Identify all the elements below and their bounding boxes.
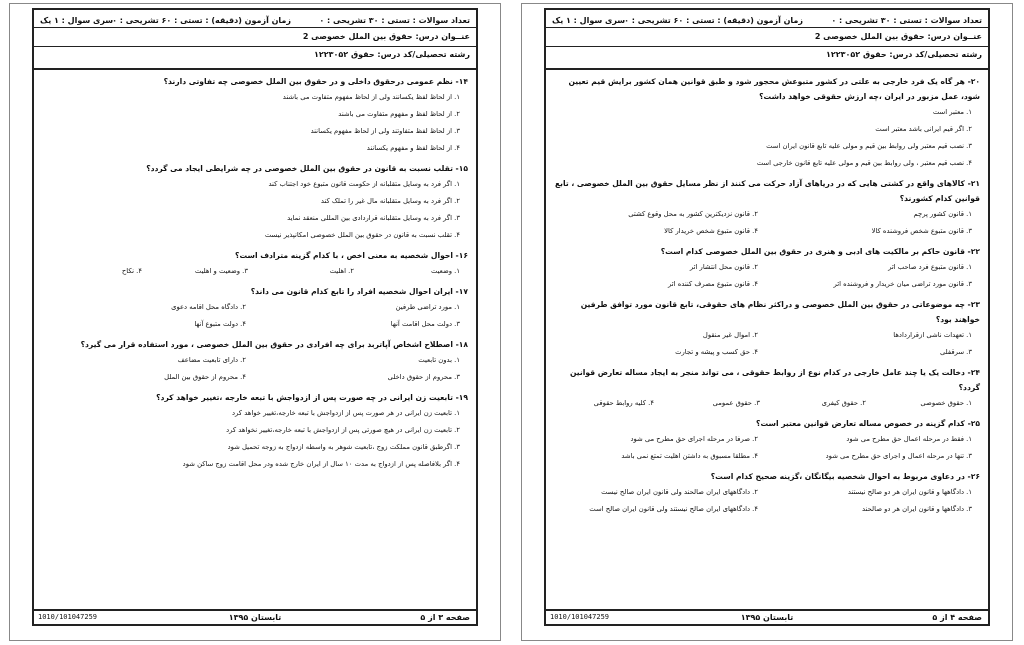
question-text: ۱۴- نظم عمومی درحقوق داخلی و در حقوق بین الملل خصوصی چه تفاوتی دارند؟ <box>163 77 468 86</box>
question-text: ۱۹- تابعیت زن ایرانی در چه صورت پس از ازدواجش با تبعه خارجه ،تغییر خواهد کرد؟ <box>156 393 468 402</box>
page-footer <box>34 609 476 625</box>
question-block <box>554 469 980 518</box>
answer-options <box>554 259 980 293</box>
question-text: ۲۴- دخالت یک یا چند عامل خارجی در کدام نوع از روابط حقوقی ، می تواند منجر به ایجاد مساله تعارض قوانین گردد؟ <box>569 368 980 392</box>
course-title: عنــوان درس: حقوق بین الملل خصوصی 2 <box>814 32 982 41</box>
answer-option: ۳. وضعیت و اهلیت <box>194 267 248 275</box>
answer-option: ۳. از لحاظ لفظ متفاوتند ولی از لحاظ مفهوم یکسانند <box>310 127 460 135</box>
exam-time: زمان آزمون (دقیقه) : تستی : ۶۰ تشریحی : ۰ <box>112 16 291 25</box>
exam-term: تابستان ۱۳۹۵ <box>228 613 282 622</box>
answer-option: ۲. دادگاههای ایران صالحند ولی قانون ایران صالح نیست <box>601 488 758 496</box>
barcode-number: 1010/101047259 <box>550 613 610 621</box>
question-block <box>554 244 980 293</box>
answer-option: ۴. دادگاههای ایران صالح نیستند ولی قانون ایران صالح است <box>589 505 758 513</box>
exam-page-3 <box>9 3 501 641</box>
answer-option: ۲. تابعیت زن ایرانی در هیچ صورتی پس از ازدواجش با تبعه خارجه،تغییر نخواهد کرد <box>226 426 460 434</box>
question-block <box>42 248 468 280</box>
page-frame <box>544 8 990 626</box>
answer-option: ۳. محروم از حقوق داخلی <box>387 373 460 381</box>
answer-option: ۱. قانون کشور پرچم <box>913 210 972 218</box>
answer-options <box>554 395 980 412</box>
answer-option: ۱. تعهدات ناشی ازقراردادها <box>893 331 972 339</box>
question-block <box>554 74 980 172</box>
answer-option: ۴. کلیه روابط حقوقی <box>593 399 654 407</box>
answer-option: ۴. دولت متبوع آنها <box>194 320 246 328</box>
question-text: ۱۶- احوال شخصیه به معنی اخص ، با کدام گزینه مترادف است؟ <box>235 251 468 260</box>
answer-option: ۲. اگر فرد به وسایل متقلبانه مال غیر را تملک کند <box>320 197 460 205</box>
question-block <box>554 365 980 412</box>
question-text: ۲۲- قانون حاکم بر مالکیت های ادبی و هنری در حقوق بین الملل خصوصی کدام است؟ <box>660 247 980 256</box>
answer-options <box>554 431 980 465</box>
question-text: ۲۳- چه موضوعاتی در حقوق بین الملل خصوصی و دراکثر نظام های حقوقی، تابع قانون مورد توافق طرفین خواهند بود؟ <box>580 300 980 324</box>
answer-option: ۱. فقط در مرحله اعمال حق مطرح می شود <box>846 435 972 443</box>
question-text: ۱۸- اصطلاح اشخاص آپاتربد برای چه افرادی در حقوق بین الملل خصوصی ، مورد استفاده قرار می گیرد؟ <box>80 340 468 349</box>
answer-option: ۲. اموال غیر منقول <box>702 331 758 339</box>
page-header <box>546 10 988 70</box>
question-block <box>42 161 468 244</box>
answer-options <box>554 327 980 361</box>
answer-option: ۴. تقلب نسبت به قانون در حقوق بین الملل خصوصی امکانپذیر نیست <box>264 231 460 239</box>
question-block <box>42 74 468 157</box>
answer-option: ۱. دادگاهها و قانون ایران هر دو صالح نیستند <box>847 488 972 496</box>
answer-option: ۳. اگرطبق قانون مملکت زوج ،تابعیت شوهر به واسطه ازدواج به زوجه تحمیل شود <box>227 443 460 451</box>
answer-option: ۳. سرقفلی <box>939 348 972 356</box>
answer-option: ۳. دولت محل اقامت آنها <box>390 320 460 328</box>
question-block <box>554 416 980 465</box>
question-text: ۲۵- کدام گزینه در خصوص مساله تعارض قوانین معتبر است؟ <box>756 419 980 428</box>
header-info-row <box>34 14 476 28</box>
answer-options <box>42 352 468 386</box>
answer-option: ۱. اگر فرد به وسایل متقلبانه از حکومت قانون متبوع خود اجتناب کند <box>268 180 460 188</box>
question-text: ۱۵- تقلب نسبت به قانون در حقوق بین الملل خصوصی در چه شرایطی ایجاد می گردد؟ <box>146 164 468 173</box>
answer-option: ۳. اگر فرد به وسایل متقلبانه قراردادی بین المللی منعقد نماید <box>287 214 460 222</box>
answer-option: ۴. قانون متبوع شخص خریدار کالا <box>664 227 758 235</box>
answer-option: ۱. قانون متبوع فرد صاحب اثر <box>888 263 972 271</box>
answer-options <box>554 104 980 172</box>
answer-option: ۴. مطلقا مسبوق به داشتن اهلیت تمتع نمی باشد <box>621 452 758 460</box>
answer-options <box>554 206 980 240</box>
answer-option: ۲. اگر قیم ایرانی باشد معتبر است <box>875 125 972 133</box>
header-info-row <box>546 14 988 28</box>
barcode-number: 1010/101047259 <box>38 613 98 621</box>
course-title: عنــوان درس: حقوق بین الملل خصوصی 2 <box>302 32 470 41</box>
question-block <box>42 390 468 473</box>
answer-options <box>42 405 468 473</box>
question-series: سری سوال : ۱ یک <box>40 16 114 25</box>
answer-options <box>42 176 468 244</box>
question-count: تعداد سوالات : تستی : ۳۰ تشریحی : ۰ <box>831 16 982 25</box>
question-count: تعداد سوالات : تستی : ۳۰ تشریحی : ۰ <box>319 16 470 25</box>
answer-option: ۴. نصب قیم معتبر ، ولی روابط بین قیم و مولی علیه تابع قانون خارجی است <box>756 159 972 167</box>
answer-options <box>554 484 980 518</box>
question-text: ۱۷- ایران احوال شخصیه افراد را تابع کدام قانون می داند؟ <box>250 287 468 296</box>
question-block <box>554 297 980 361</box>
answer-option: ۴. محروم از حقوق بین الملل <box>164 373 246 381</box>
answer-option: ۳. دادگاهها و قانون ایران هر دو صالحند <box>862 505 972 513</box>
answer-option: ۳. حقوق عمومی <box>712 399 760 407</box>
page-frame <box>32 8 478 626</box>
answer-option: ۱. معتبر است <box>932 108 972 116</box>
page-header <box>34 10 476 70</box>
answer-options <box>42 263 468 280</box>
answer-option: ۴. از لحاظ لفظ و مفهوم یکسانند <box>366 144 460 152</box>
question-block <box>42 337 468 386</box>
answer-options <box>42 89 468 157</box>
course-code: رشته تحصیلی/کد درس: حقوق ۱۲۲۳۰۵۲ <box>313 50 470 59</box>
answer-option: ۱. از لحاظ لفظ یکسانند ولی از لحاظ مفهوم متفاوت می باشند <box>282 93 460 101</box>
question-text: ۲۰- هر گاه یک فرد خارجی به علتی در کشور متبوعش محجور شود و طبق قوانین همان کشور برایش قیم تعیین شود، عمل مزبور در ایران ،چه ارزش حقوقی خواهد داشت؟ <box>568 77 980 101</box>
answer-option: ۴. اگر بلافاصله پس از ازدواج به مدت ۱۰ سال از ایران خارج شده ودر محل اقامت زوج ساکن شود <box>182 460 460 468</box>
page-number: صفحه ۴ از ۵ <box>932 613 982 622</box>
answer-option: ۴. نکاح <box>121 267 142 275</box>
answer-option: ۲. دادگاه محل اقامه دعوی <box>171 303 246 311</box>
answer-option: ۲. اهلیت <box>329 267 354 275</box>
question-series: سری سوال : ۱ یک <box>552 16 626 25</box>
answer-option: ۱. حقوق خصوصی <box>920 399 972 407</box>
answer-option: ۱. وضعیت <box>430 267 460 275</box>
answer-option: ۲. حقوق کیفری <box>821 399 866 407</box>
questions-area <box>554 74 980 602</box>
answer-option: ۳. قانون متبوع شخص فروشنده کالا <box>871 227 972 235</box>
answer-option: ۲. از لحاظ لفظ و مفهوم متفاوت می باشند <box>338 110 460 118</box>
page-footer <box>546 609 988 625</box>
page-number: صفحه ۳ از ۵ <box>420 613 470 622</box>
question-text: ۲۱- کالاهای واقع در کشتی هایی که در دریاهای آزاد حرکت می کنند از نظر مسایل حقوق بین الملل خصوصی ، تابع قوانین کدام کشورند؟ <box>554 179 980 203</box>
header-divider <box>546 46 988 47</box>
answer-option: ۱. مورد تراضی طرفین <box>395 303 460 311</box>
answer-option: ۴. قانون متبوع مصرف کننده اثر <box>668 280 758 288</box>
answer-option: ۳. نصب قیم معتبر ولی روابط بین قیم و مولی علیه تابع قانون ایران است <box>766 142 972 150</box>
question-text: ۲۶- در دعاوی مربوط به احوال شخصیه بیگانگان ،گزینه صحیح کدام است؟ <box>710 472 980 481</box>
answer-option: ۲. قانون نزدیکترین کشور به محل وقوع کشتی <box>628 210 758 218</box>
question-block <box>554 176 980 240</box>
answer-option: ۲. قانون محل انتشار اثر <box>689 263 758 271</box>
answer-option: ۲. دارای تابعیت مضاعف <box>177 356 246 364</box>
exam-term: تابستان ۱۳۹۵ <box>740 613 794 622</box>
question-block <box>42 284 468 333</box>
answer-option: ۱. تابعیت زن ایرانی در هر صورت پس از ازدواجش با تبعه خارجه،تغییر خواهد کرد <box>232 409 460 417</box>
questions-area <box>42 74 468 602</box>
answer-option: ۲. صرفا در مرحله اجرای حق مطرح می شود <box>630 435 758 443</box>
header-divider <box>34 46 476 47</box>
exam-time: زمان آزمون (دقیقه) : تستی : ۶۰ تشریحی : ۰ <box>624 16 803 25</box>
answer-option: ۴. حق کسب و پیشه و تجارت <box>675 348 758 356</box>
answer-options <box>42 299 468 333</box>
answer-option: ۳. قانون مورد تراضی میان خریدار و فروشنده اثر <box>833 280 972 288</box>
answer-option: ۳. تنها در مرحله اعمال و اجرای حق مطرح می شود <box>825 452 972 460</box>
course-code: رشته تحصیلی/کد درس: حقوق ۱۲۲۳۰۵۲ <box>825 50 982 59</box>
answer-option: ۱. بدون تابعیت <box>418 356 460 364</box>
exam-page-4 <box>521 3 1013 641</box>
